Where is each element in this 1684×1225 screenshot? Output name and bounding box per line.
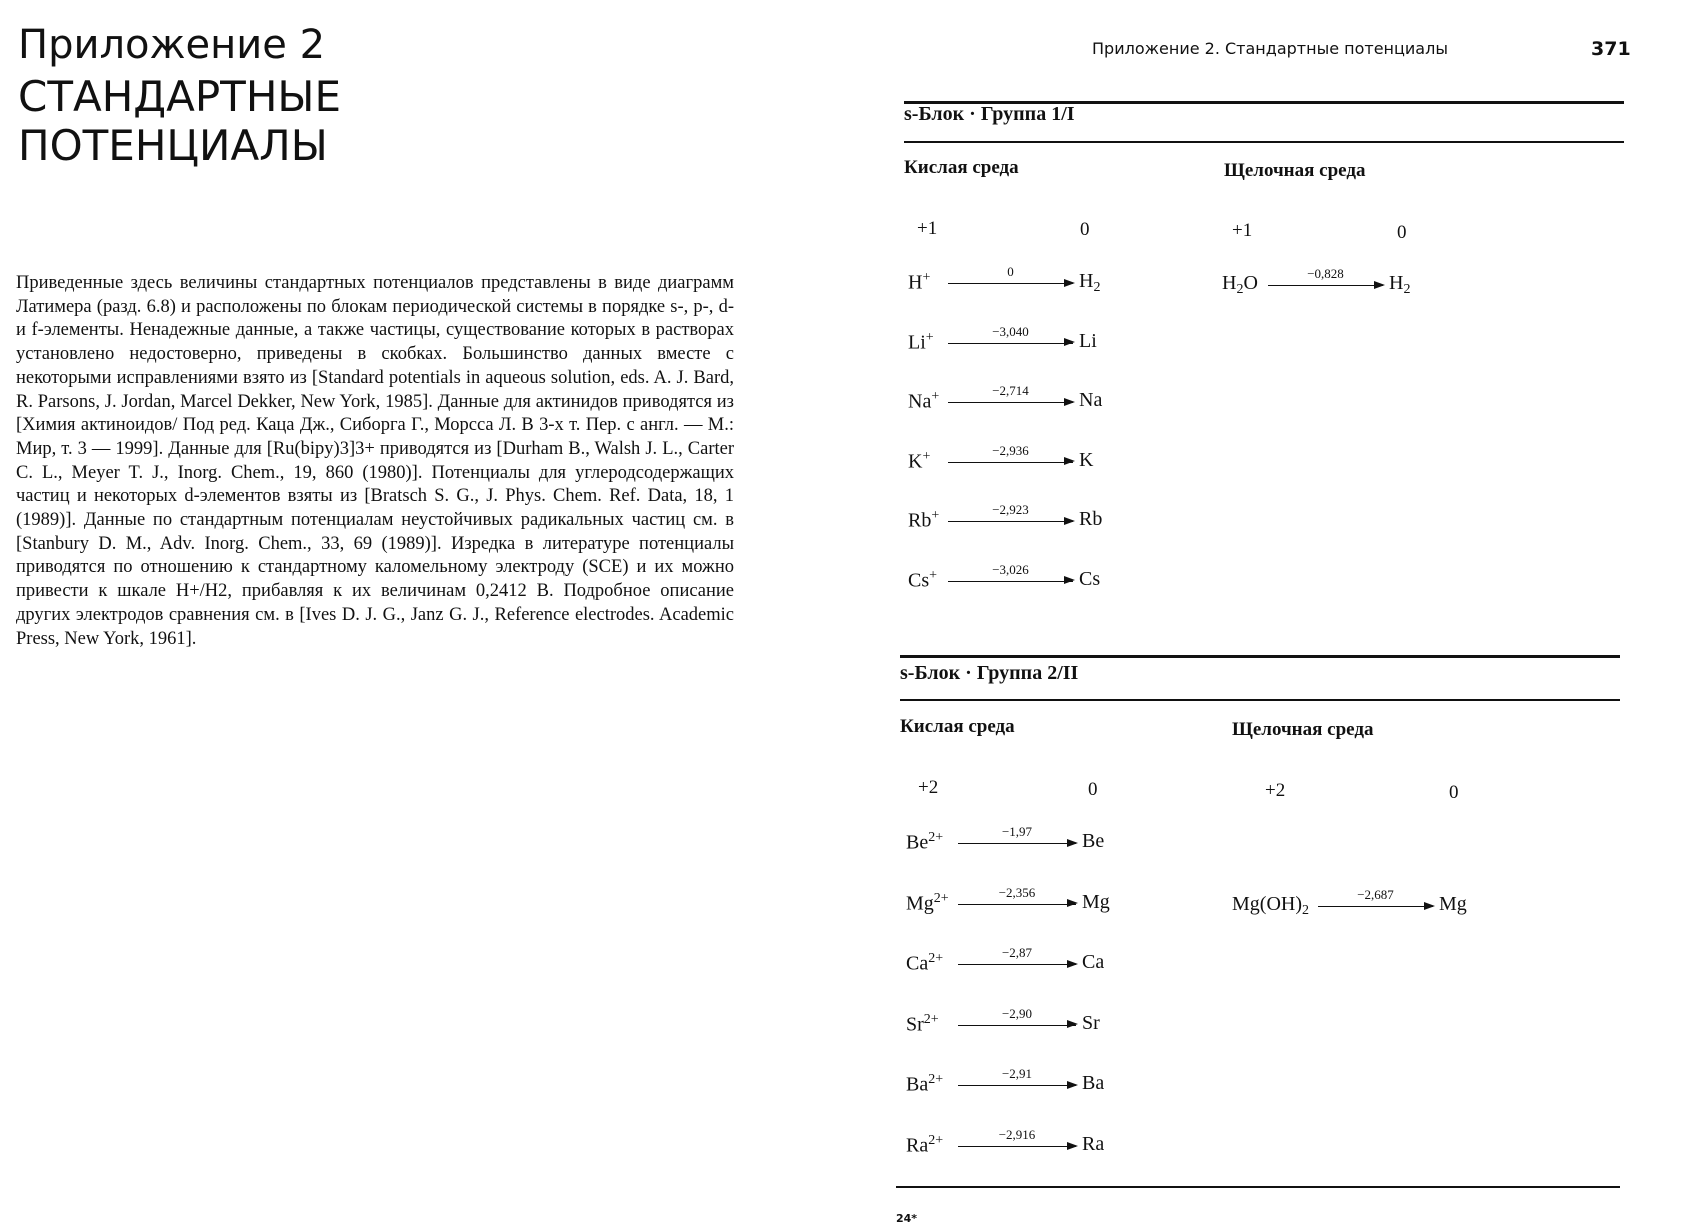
group2-acid-row-from: $Ca^{2+}$ [906, 951, 944, 975]
group2-acid-row-from: $Be^{2+}$ [906, 830, 944, 854]
group1-acid-row-to: K [1079, 448, 1094, 471]
group1-acid-row-from: Rb+ [908, 508, 940, 532]
group2-base-ox-low: 0 [1449, 782, 1459, 803]
group1-acid-row-arrow [948, 581, 1073, 582]
running-head: Приложение 2. Стандартные потенциалы [1092, 39, 1448, 58]
group1-acid-row-to: Cs [1079, 567, 1101, 590]
group2-base-row-arrow [1318, 906, 1433, 907]
group1-acid-row-potential: −2,714 [992, 383, 1029, 398]
group1-acid-row-to: Rb [1079, 508, 1103, 530]
group1-acid-row-arrow [948, 462, 1073, 463]
group2-acid-row-potential: −2,356 [998, 884, 1036, 900]
group2-base-row-potential: −2,687 [1357, 887, 1394, 902]
group2-acid-row-arrow [958, 1085, 1076, 1086]
group2-acid-row-arrow [958, 904, 1076, 905]
signature-mark: 24* [896, 1212, 918, 1225]
group2-acid-row-from: $Ra^{2+}$ [906, 1133, 944, 1157]
group2-acid-row-arrow [958, 1025, 1076, 1026]
group2-acid-row-arrow [958, 964, 1076, 965]
group2-base-label: Щелочная среда [1232, 719, 1374, 740]
group2-acid-row-potential: −2,87 [1001, 945, 1033, 961]
group2-acid-ox-low: 0 [1088, 779, 1098, 800]
intro-paragraph: Приведенные здесь величины стандартных потенциалов представлены в виде диаграмм Латимера (разд. 6.8) и расположены по блокам периодической системы в порядке s-, p-, d- и f-элементы. Ненадежные данные, а также частицы, существование которых в растворах установлено недостоверно, приведены в скобках. Большинство данных вместе с некоторыми исправлениями взято из [Standard potentials in aqueous solution, eds. A. J. Bard, R. Parsons, J. Jordan, Marcel Dekker, New York, 1985]. Данные для актинидов приводятся из [Химия актиноидов/ Под ред. Каца Дж., Сиборга Г., Морсса Л. В 3-х т. Пер. с англ. — М.: Мир, т. 3 — 1999]. Данные для [Ru(bipy)3]3+ приводятся из [Durham B., Walsh J. L., Carter C. L., Meyer T. J., Inorg. Chem., 19, 860 (1980)]. Потенциалы для углеродсодержащих частиц и некоторых d-элементов взяты из [Bratsch S. G., J. Phys. Chem. Ref. Data, 18, 1 (1989)]. Данные по стандартным потенциалам неустойчивых радикальных частиц см. в [Stanbury D. M., Adv. Inorg. Chem., 33, 69 (1989)]. Изредка в литературе потенциалы приводятся по отношению к стандартному каломельному электроду (SCE) и их можно привести к шкале H+/H2, прибавляя к их величинам 0,2412 В. Подробное описание других электродов сравнения см. в [Ives D. J. G., Janz G. J., Reference electrodes. Academic Press, New York, 1961]. [16, 273, 734, 649]
group1-bottom-rule [904, 141, 1624, 143]
group1-acid-row-from: K+ [908, 448, 931, 473]
group1-base-row-arrow [1268, 285, 1383, 286]
group1-base-row-potential: −0,828 [1307, 266, 1344, 281]
group2-acid-row-potential: −1,97 [1001, 824, 1033, 839]
group2-acid-row-to: Sr [1082, 1011, 1100, 1034]
group2-base-row-from: $Mg(OH)_2$ [1232, 893, 1309, 919]
group1-heading: s-Блок · Группа 1/I [904, 103, 1075, 125]
group2-acid-row-potential: −2,90 [1001, 1005, 1033, 1021]
group2-acid-ox-high: +2 [918, 777, 939, 798]
group1-acid-label: Кислая среда [904, 157, 1019, 178]
group1-acid-row-potential: 0 [1007, 264, 1014, 279]
group1-acid-row-potential: −3,040 [992, 323, 1029, 339]
group2-acid-row-to: Ra [1082, 1133, 1105, 1155]
group1-acid-row-potential: −2,923 [992, 502, 1029, 517]
group2-acid-row-to: Mg [1082, 890, 1110, 913]
group2-acid-row-potential: −2,916 [998, 1127, 1036, 1142]
group2-acid-row-from: $Mg^{2+}$ [906, 890, 949, 915]
group1-acid-row-from: H+ [908, 270, 931, 294]
page-number: 371 [1591, 38, 1631, 60]
chapter-label: Приложение 2 [18, 22, 326, 68]
group1-acid-row-potential: −3,026 [992, 561, 1029, 577]
group2-bottom-rule [900, 699, 1620, 701]
group2-heading: s-Блок · Группа 2/II [900, 662, 1079, 684]
group1-acid-row-to: Li [1079, 329, 1097, 352]
group2-base-ox-high: +2 [1265, 780, 1286, 801]
group2-acid-row-from: $Sr^{2+}$ [906, 1011, 939, 1036]
group2-acid-label: Кислая среда [900, 716, 1015, 737]
group2-acid-row-to: Ba [1082, 1072, 1105, 1095]
group1-acid-ox-high: +1 [917, 218, 938, 239]
group1-base-row-to: $H_2$ [1389, 272, 1411, 298]
group1-acid-row-arrow [948, 343, 1073, 344]
group1-acid-row-to: Na [1079, 389, 1103, 411]
group2-base-row-to: Mg [1439, 893, 1467, 915]
group2-acid-row-to: Ca [1082, 951, 1105, 974]
group1-base-ox-low: 0 [1397, 222, 1407, 243]
group1-base-row-from: $H_2O$ [1222, 272, 1258, 298]
group1-acid-ox-low: 0 [1080, 219, 1090, 240]
chapter-title: СТАНДАРТНЫЕ ПОТЕНЦИАЛЫ [18, 72, 341, 170]
group1-acid-row-arrow [948, 283, 1073, 284]
group1-acid-row-from: Na+ [908, 389, 940, 413]
group1-acid-row-arrow [948, 402, 1073, 403]
group1-acid-row-from: Cs+ [908, 567, 938, 592]
group1-base-label: Щелочная среда [1224, 160, 1366, 181]
group2-acid-row-potential: −2,91 [1001, 1066, 1033, 1082]
group2-acid-row-to: Be [1082, 830, 1105, 852]
bottom-rule [896, 1186, 1620, 1188]
group1-acid-row-to: $H_2$ [1079, 270, 1101, 296]
group2-acid-row-arrow [958, 1146, 1076, 1147]
group2-top-rule [900, 655, 1620, 658]
group2-acid-row-arrow [958, 843, 1076, 844]
group1-acid-row-from: Li+ [908, 329, 934, 354]
group1-acid-row-potential: −2,936 [992, 442, 1029, 458]
group1-acid-row-arrow [948, 521, 1073, 522]
group1-base-ox-high: +1 [1232, 220, 1253, 241]
group2-acid-row-from: $Ba^{2+}$ [906, 1072, 944, 1097]
